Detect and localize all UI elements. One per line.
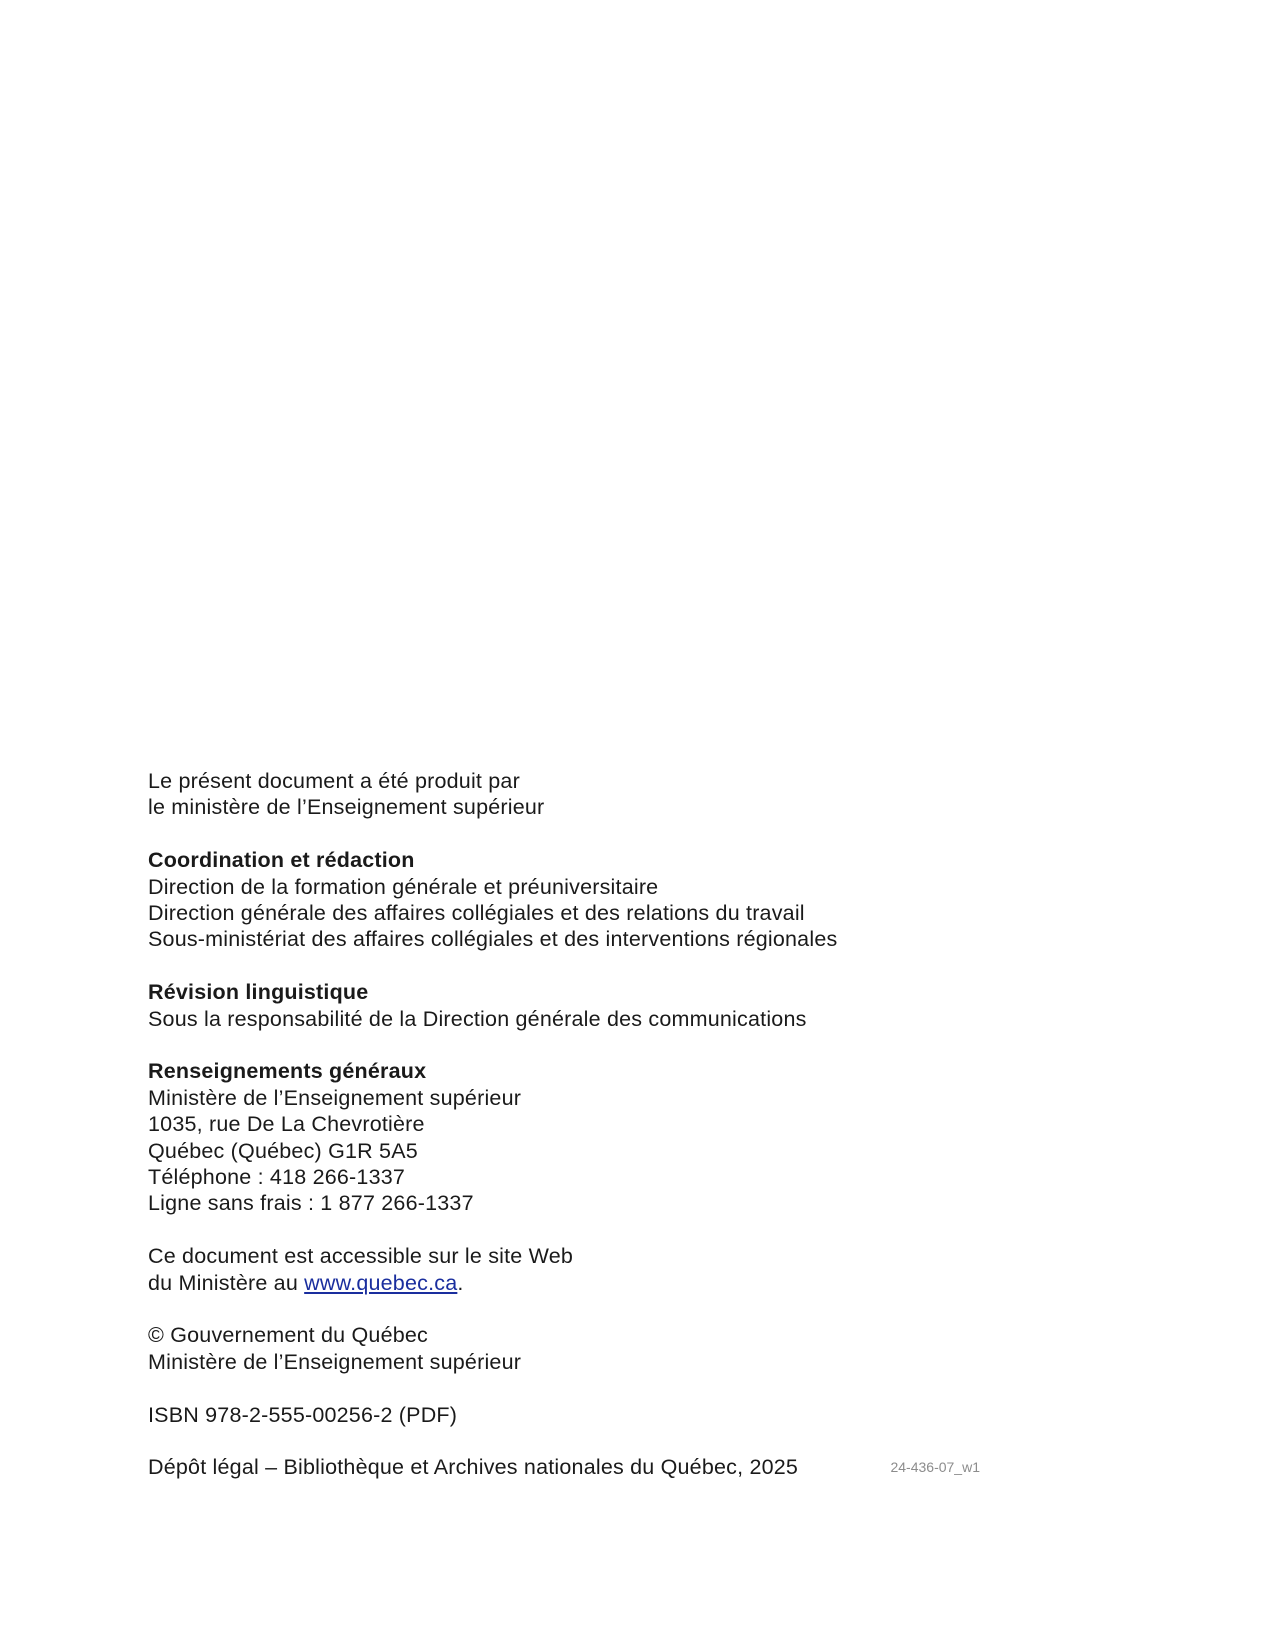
contact-phone: Téléphone : 418 266-1337 bbox=[148, 1165, 406, 1190]
revision-line: Sous la responsabilité de la Direction générale des communications bbox=[148, 1006, 807, 1031]
contact-city-postal: Québec (Québec) G1R 5A5 bbox=[148, 1138, 418, 1163]
access-line-1: Ce document est accessible sur le site Web bbox=[148, 1244, 574, 1269]
contact-toll-free: Ligne sans frais : 1 877 266-1337 bbox=[148, 1191, 474, 1216]
document-code: 24-436-07_w1 bbox=[890, 1459, 980, 1476]
intro-block bbox=[148, 768, 1128, 821]
contact-block bbox=[148, 1058, 1128, 1216]
colophon bbox=[148, 768, 1128, 1507]
contact-organization: Ministère de l’Enseignement supérieur bbox=[148, 1085, 522, 1110]
coordination-line-3: Sous-ministériat des affaires collégiales et des interventions régionales bbox=[148, 927, 838, 952]
coordination-block bbox=[148, 847, 1128, 953]
access-prefix: du Ministère au bbox=[148, 1270, 305, 1295]
isbn: ISBN 978-2-555-00256-2 (PDF) bbox=[148, 1402, 458, 1427]
intro-line-2: le ministère de l’Enseignement supérieur bbox=[148, 795, 545, 820]
access-block bbox=[148, 1243, 1128, 1296]
isbn-block bbox=[148, 1402, 1128, 1428]
quebec-website-link[interactable]: www.quebec.ca bbox=[304, 1270, 458, 1295]
copyright-line-2: Ministère de l’Enseignement supérieur bbox=[148, 1349, 522, 1374]
access-line-2 bbox=[148, 1270, 1128, 1296]
coordination-line-2: Direction générale des affaires collégiales et des relations du travail bbox=[148, 901, 805, 926]
intro-line-1: Le présent document a été produit par bbox=[148, 769, 520, 793]
legal-deposit-block bbox=[148, 1454, 1128, 1480]
revision-heading: Révision linguistique bbox=[148, 980, 369, 1005]
coordination-line-1: Direction de la formation générale et préuniversitaire bbox=[148, 874, 659, 899]
revision-block bbox=[148, 979, 1128, 1032]
coordination-heading: Coordination et rédaction bbox=[148, 848, 415, 873]
contact-heading: Renseignements généraux bbox=[148, 1059, 427, 1084]
copyright-block bbox=[148, 1322, 1128, 1375]
access-suffix: . bbox=[457, 1270, 464, 1295]
legal-deposit: Dépôt légal – Bibliothèque et Archives nationales du Québec, 2025 bbox=[148, 1455, 799, 1480]
copyright-line-1: © Gouvernement du Québec bbox=[148, 1323, 428, 1348]
contact-street: 1035, rue De La Chevrotière bbox=[148, 1112, 425, 1137]
